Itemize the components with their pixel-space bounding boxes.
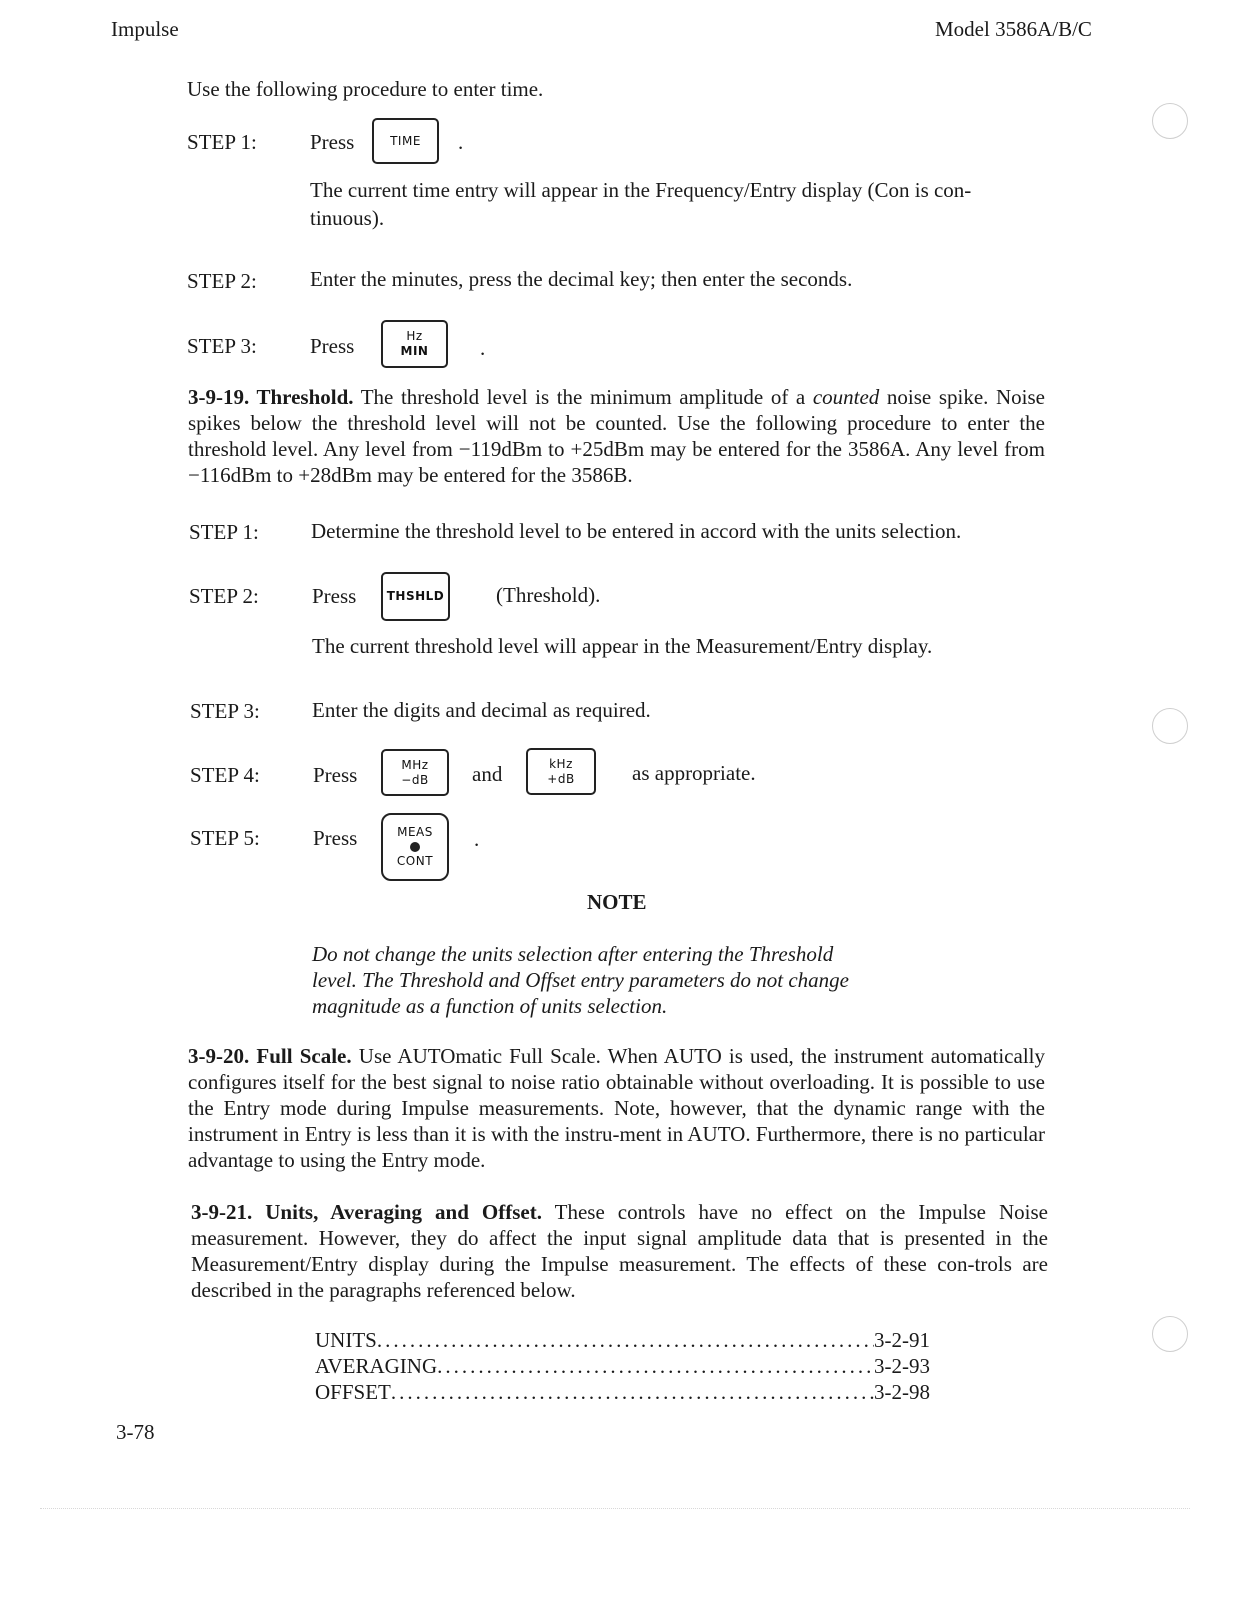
thshld-key [381, 572, 450, 621]
threshold-step-3-text: Enter the digits and decimal as required. [312, 698, 651, 722]
threshold-step-2-label: STEP 2: [189, 584, 259, 608]
intro-text: Use the following procedure to enter time. [187, 77, 544, 101]
full-scale-heading: 3-9-20. Full Scale. [188, 1044, 352, 1068]
time-key-label: TIME [390, 133, 421, 148]
time-step-2-label: STEP 2: [187, 269, 257, 293]
meas-key-dot-icon [410, 842, 420, 852]
reference-number: 3-2-98 [874, 1380, 930, 1404]
period: . [458, 130, 464, 154]
threshold-paragraph [188, 384, 1045, 488]
binder-hole-icon [1152, 1316, 1188, 1352]
binder-hole-icon [1152, 708, 1188, 744]
threshold-step-2-after: (Threshold). [496, 583, 601, 607]
threshold-step-2-text: Press [312, 584, 357, 608]
thshld-key-label: THSHLD [386, 589, 445, 603]
threshold-body: Noise spikes below the threshold level will not be counted. Use the following procedure to enter the threshold level. Any level from −119dBm to +25dBm may be entered for the 3586A. Any level from −116dBm to +28dBm may be entered for the 3586B. [188, 385, 1045, 487]
reference-number: 3-2-93 [874, 1354, 930, 1378]
threshold-step-4-label: STEP 4: [190, 763, 260, 787]
reference-row-averaging [315, 1353, 930, 1379]
khz-key-bottom: +dB [547, 771, 575, 786]
threshold-heading: 3-9-19. Threshold. [188, 385, 354, 409]
mhz-minus-db-key [381, 749, 449, 796]
threshold-step-1-label: STEP 1: [189, 520, 259, 544]
reference-name: UNITS [315, 1328, 377, 1352]
khz-plus-db-key [526, 748, 596, 795]
note-line3: magnitude as a function of units selection. [312, 994, 668, 1018]
note-heading: NOTE [587, 890, 647, 914]
threshold-emphasis: counted [812, 385, 880, 409]
threshold-step-2-note: The current threshold level will appear in the Measurement/Entry display. [312, 634, 933, 658]
time-step-3-text: Press [310, 334, 355, 358]
meas-key-bottom: CONT [396, 854, 434, 868]
khz-key-top: kHz [549, 756, 573, 771]
note-line1: Do not change the units selection after entering the Threshold [312, 942, 834, 966]
threshold-step-4-text: Press [313, 763, 358, 787]
threshold-step-4-after: as appropriate. [632, 761, 756, 785]
time-key [372, 118, 439, 164]
hz-min-key [381, 320, 448, 368]
units-averaging-paragraph [191, 1199, 1048, 1303]
note-line2: level. The Threshold and Offset entry parameters do not change [312, 968, 849, 992]
threshold-step-5-label: STEP 5: [190, 826, 260, 850]
time-step-3-label: STEP 3: [187, 334, 257, 358]
time-step-1-note-line1: The current time entry will appear in the Frequency/Entry display (Con is con- [310, 178, 972, 202]
full-scale-body: Use AUTOmatic Full Scale. When AUTO is used, the instrument automatically configures itself for the best signal to noise ratio obtainable without overloading. It is possible to use the Entry mode during Impulse measurements. Note, however, that the dynamic range with the instrument in Entry is less than it is with the instru-ment in AUTO. Furthermore, there is no particular advantage to using the Entry mode. [188, 1044, 1045, 1172]
running-header-model: Model 3586A/B/C [935, 17, 1092, 41]
mhz-key-top: MHz [401, 757, 429, 772]
units-averaging-body: These controls have no effect on the Impulse Noise measurement. However, they do affect the input signal amplitude data that is presented in the Measurement/Entry display during the Impulse measurement. The effects of these con-trols are described in the paragraphs referenced below. [191, 1200, 1048, 1302]
time-step-2-text: Enter the minutes, press the decimal key; then enter the seconds. [310, 267, 853, 291]
time-step-1-label: STEP 1: [187, 130, 257, 154]
time-step-1-note-line2: tinuous). [310, 206, 385, 230]
threshold-step-3-label: STEP 3: [190, 699, 260, 723]
dot-leader [391, 1379, 874, 1405]
reference-row-offset [315, 1379, 930, 1405]
reference-number: 3-2-91 [874, 1328, 930, 1352]
threshold-line1a: The threshold level is the minimum amplitude of a [353, 385, 813, 409]
page-number: 3-78 [116, 1420, 155, 1444]
dot-leader [437, 1353, 874, 1379]
dot-leader [377, 1327, 874, 1353]
units-averaging-heading: 3-9-21. Units, Averaging and Offset. [191, 1200, 542, 1224]
hz-min-key-bottom: MIN [400, 344, 429, 358]
binder-hole-icon [1152, 103, 1188, 139]
meas-cont-key [381, 813, 449, 881]
meas-key-top: MEAS [397, 825, 433, 839]
mhz-key-bottom: −dB [401, 772, 429, 787]
hz-min-key-top: Hz [406, 329, 423, 343]
threshold-step-1-text: Determine the threshold level to be entered in accord with the units selection. [311, 519, 962, 543]
threshold-step-4-and: and [472, 762, 503, 786]
threshold-step-5-text: Press [313, 826, 358, 850]
page-edge-divider [40, 1508, 1190, 1509]
period: . [474, 827, 480, 851]
reference-row-units [315, 1327, 930, 1353]
reference-name: AVERAGING [315, 1354, 438, 1378]
running-header-section: Impulse [111, 17, 179, 41]
reference-name: OFFSET [315, 1380, 391, 1404]
period: . [480, 336, 486, 360]
threshold-line1b: noise spike. [879, 385, 989, 409]
time-step-1-text: Press [310, 130, 355, 154]
full-scale-paragraph [188, 1043, 1045, 1173]
